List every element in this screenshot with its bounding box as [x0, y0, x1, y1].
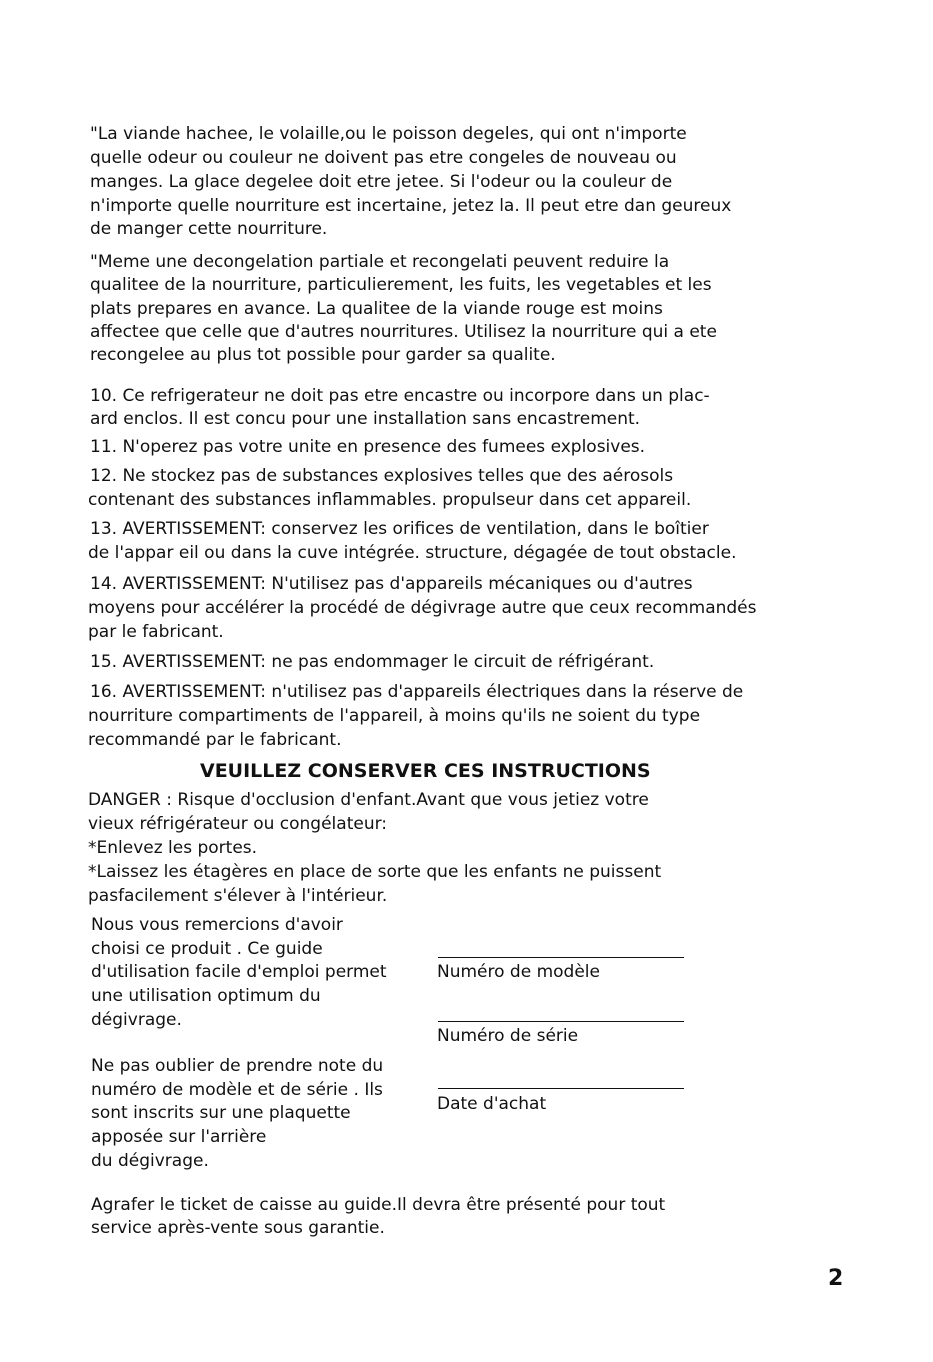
- list-item: 11. N'operez pas votre unite en presence des fumees explosives.: [90, 437, 646, 457]
- text-line: quelle odeur ou couleur ne doivent pas etre congeles de nouveau ou: [90, 148, 677, 168]
- text-line: dégivrage.: [91, 1010, 182, 1030]
- text-line: de manger cette nourriture.: [90, 219, 328, 239]
- list-item: par le fabricant.: [88, 622, 224, 642]
- text-line: qualitee de la nourriture, particulierement, les fuits, les vegetables et les: [90, 275, 712, 295]
- text-line: manges. La glace degelee doit etre jetee. Si l'odeur ou la couleur de: [90, 172, 673, 192]
- text-line: service après-vente sous garantie.: [91, 1218, 385, 1238]
- purchase-date-label: Date d'achat: [437, 1094, 547, 1114]
- list-item: 15. AVERTISSEMENT: ne pas endommager le circuit de réfrigérant.: [90, 652, 655, 672]
- list-item: contenant des substances inflammables. propulseur dans cet appareil.: [88, 490, 692, 510]
- purchase-date-line[interactable]: [438, 1088, 684, 1089]
- text-line: plats prepares en avance. La qualitee de la viande rouge est moins: [90, 299, 663, 319]
- text-line: *Enlevez les portes.: [88, 838, 258, 858]
- list-item: recommandé par le fabricant.: [88, 730, 342, 750]
- text-line: Nous vous remercions d'avoir: [91, 915, 343, 935]
- list-item: 16. AVERTISSEMENT: n'utilisez pas d'appareils électriques dans la réserve de: [90, 682, 744, 702]
- list-item: de l'appar eil ou dans la cuve intégrée. structure, dégagée de tout obstacle.: [88, 543, 737, 563]
- text-line: du dégivrage.: [91, 1151, 209, 1171]
- text-line: Agrafer le ticket de caisse au guide.Il devra être présenté pour tout: [91, 1195, 666, 1215]
- text-line: vieux réfrigérateur ou congélateur:: [88, 814, 388, 834]
- list-item: 14. AVERTISSEMENT: N'utilisez pas d'appareils mécaniques ou d'autres: [90, 574, 693, 594]
- text-line: sont inscrits sur une plaquette: [91, 1103, 351, 1123]
- text-line: "Meme une decongelation partiale et recongelati peuvent reduire la: [90, 252, 670, 272]
- list-item: 13. AVERTISSEMENT: conservez les orifices de ventilation, dans le boîtier: [90, 519, 709, 539]
- text-line: une utilisation optimum du: [91, 986, 321, 1006]
- model-number-label: Numéro de modèle: [437, 962, 600, 982]
- text-line: "La viande hachee, le volaille,ou le poisson degeles, qui ont n'importe: [90, 124, 687, 144]
- list-item: 12. Ne stockez pas de substances explosives telles que des aérosols: [90, 466, 674, 486]
- list-item: 10. Ce refrigerateur ne doit pas etre encastre ou incorpore dans un plac-: [90, 386, 710, 406]
- text-line: numéro de modèle et de série . Ils: [91, 1080, 383, 1100]
- text-line: recongelee au plus tot possible pour garder sa qualite.: [90, 345, 556, 365]
- serial-number-line[interactable]: [438, 1021, 684, 1022]
- text-line: apposée sur l'arrière: [91, 1127, 267, 1147]
- text-line: choisi ce produit . Ce guide: [91, 939, 323, 959]
- list-item: moyens pour accélérer la procédé de dégivrage autre que ceux recommandés: [88, 598, 757, 618]
- list-item: ard enclos. Il est concu pour une installation sans encastrement.: [90, 409, 641, 429]
- text-line: d'utilisation facile d'emploi permet: [91, 962, 387, 982]
- text-line: *Laissez les étagères en place de sorte que les enfants ne puissent: [88, 862, 662, 882]
- text-line: affectee que celle que d'autres nourritures. Utilisez la nourriture qui a ete: [90, 322, 717, 342]
- text-line: pasfacilement s'élever à l'intérieur.: [88, 886, 388, 906]
- page-number: 2: [828, 1266, 844, 1291]
- text-line: n'importe quelle nourriture est incertaine, jetez la. Il peut etre dan geureux: [90, 196, 732, 216]
- serial-number-label: Numéro de série: [437, 1026, 579, 1046]
- model-number-line[interactable]: [438, 957, 684, 958]
- text-line: Ne pas oublier de prendre note du: [91, 1056, 384, 1076]
- text-line: DANGER : Risque d'occlusion d'enfant.Avant que vous jetiez votre: [88, 790, 649, 810]
- list-item: nourriture compartiments de l'appareil, à moins qu'ils ne soient du type: [88, 706, 701, 726]
- section-heading: VEUILLEZ CONSERVER CES INSTRUCTIONS: [200, 760, 651, 782]
